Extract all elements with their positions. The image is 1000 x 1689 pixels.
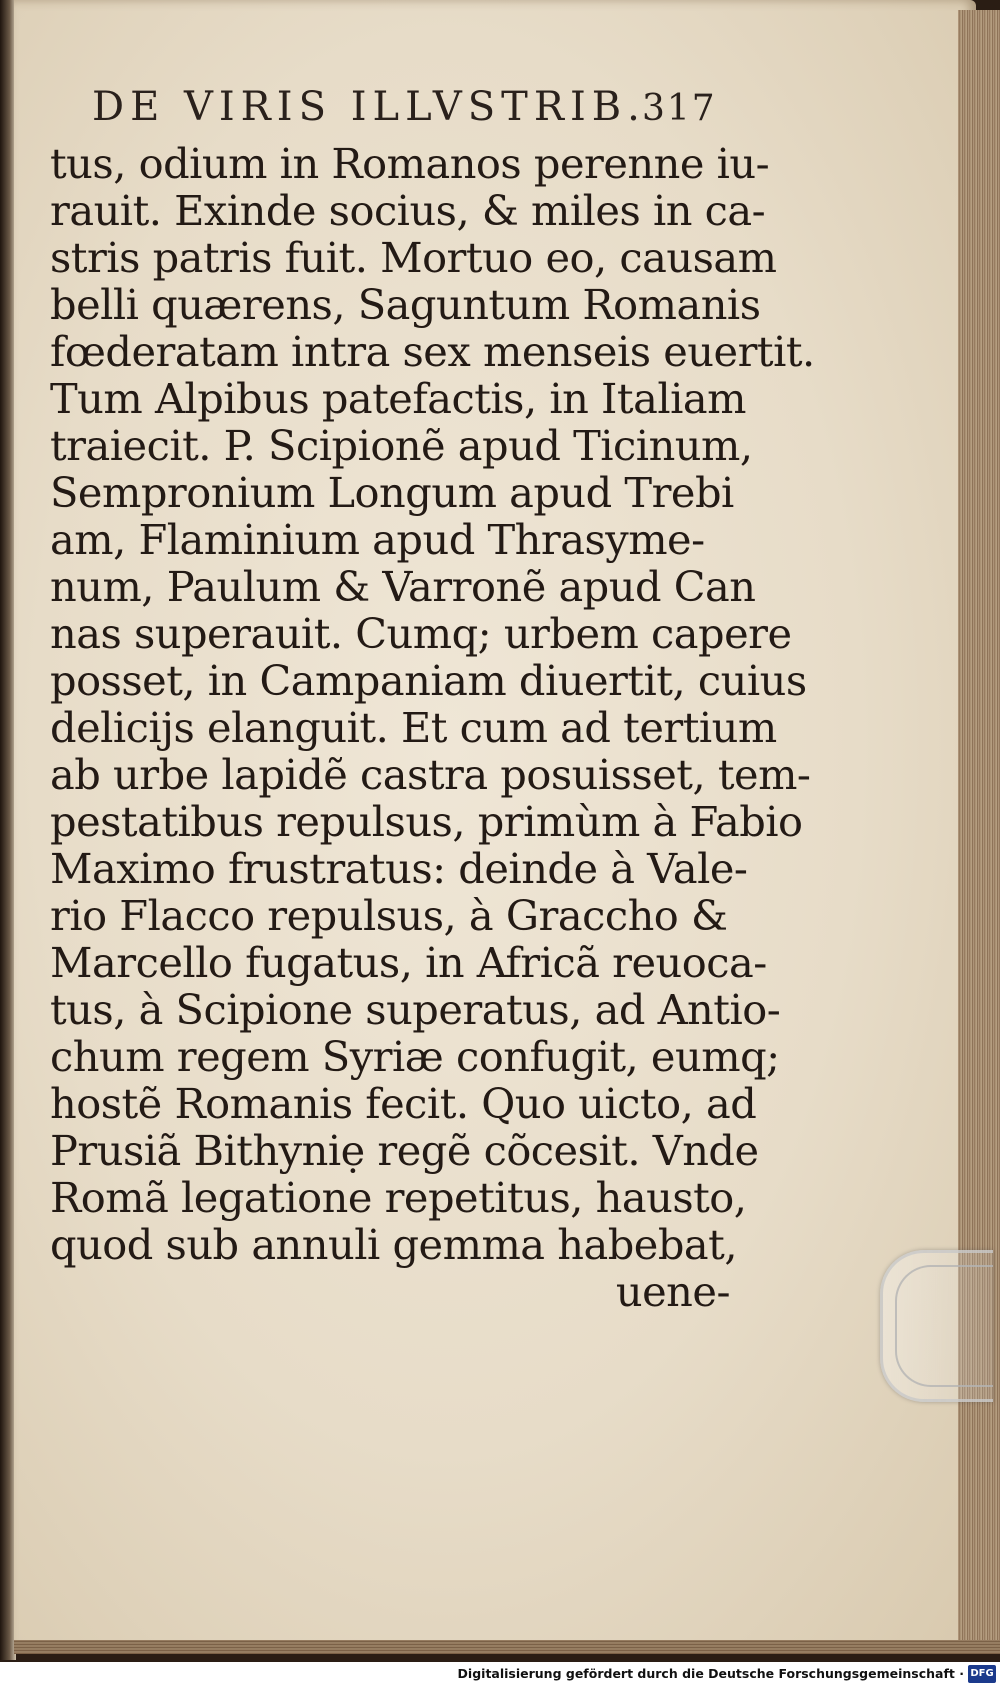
body-text (50, 139, 815, 1316)
text-line: rauit. Exinde socius, & miles in ca- (50, 186, 766, 235)
page-stack-edge (958, 10, 1000, 1652)
page-clip-inner (895, 1265, 993, 1387)
text-line: posset, in Campaniam diuertit, cuius (50, 656, 807, 705)
text-line: Sempronium Longum apud Trebi (50, 468, 734, 517)
text-line: hostẽ Romanis fecit. Quo uicto, ad (50, 1079, 757, 1128)
text-line: ab urbe lapidẽ castra posuisset, tem- (50, 750, 811, 799)
dfg-logo: DFG (968, 1665, 996, 1683)
text-line: pestatibus repulsus, primùm à Fabio (50, 797, 803, 846)
text-line: am, Flaminium apud Thrasyme- (50, 515, 705, 564)
page-number: 317 (642, 88, 717, 129)
text-line: rio Flacco repulsus, à Graccho & (50, 891, 728, 940)
text-line: delicijs elanguit. Et cum ad tertium (50, 703, 777, 752)
text-line: Romã legatione repetitus, hausto, (50, 1173, 747, 1222)
text-line: Marcello fugatus, in Africã reuoca- (50, 938, 767, 987)
footer-credit: Digitalisierung gefördert durch die Deutsche Forschungsgemeinschaft · (457, 1666, 964, 1681)
page-clip (880, 1250, 993, 1402)
text-line: tus, à Scipione superatus, ad Antio- (50, 985, 781, 1034)
text-line: Maximo frustratus: deinde à Vale- (50, 844, 748, 893)
text-line: tus, odium in Romanos perenne iu- (50, 139, 770, 188)
footer-bar (0, 1662, 1000, 1689)
catchword: uene- (615, 1267, 730, 1316)
text-line: num, Paulum & Varronẽ apud Can (50, 562, 756, 611)
text-line: stris patris fuit. Mortuo eo, causam (50, 233, 777, 282)
running-title: DE VIRIS ILLVSTRIB. (92, 84, 646, 130)
text-line: Tum Alpibus patefactis, in Italiam (50, 374, 746, 423)
page-bottom-edge (14, 1640, 1000, 1654)
text-line: chum regem Syriæ confugit, eumq; (50, 1032, 780, 1081)
text-line: belli quærens, Saguntum Romanis (50, 280, 761, 329)
running-header (92, 84, 717, 144)
text-line: traiecit. P. Scipionẽ apud Ticinum, (50, 421, 753, 470)
text-line: fœderatam intra sex menseis euertit. (50, 327, 815, 376)
text-line: Prusiã Bithyniẹ regẽ cõcesit. Vnde (50, 1126, 759, 1175)
text-line: nas superauit. Cumq; urbem capere (50, 609, 792, 658)
text-line: quod sub annuli gemma habebat, (50, 1220, 738, 1269)
